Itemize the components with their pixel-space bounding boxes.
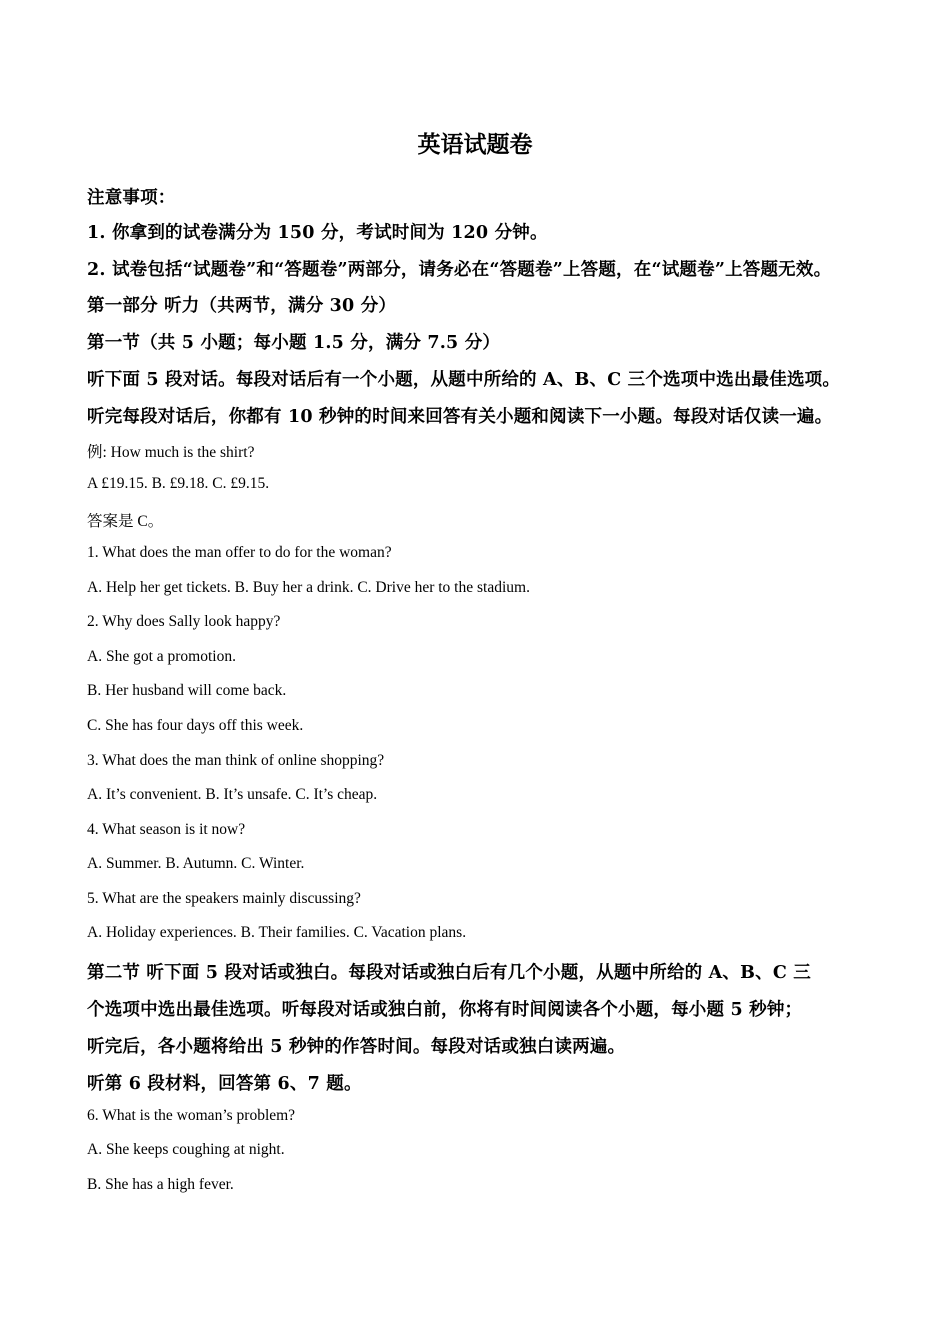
part1-heading: 第一部分 听力（共两节，满分 30 分）: [87, 296, 397, 316]
question-6: 6. What is the woman’s problem?: [87, 1107, 296, 1124]
example-question: 例: How much is the shirt?: [87, 444, 255, 461]
section2-instruction-2: 个选项中选出最佳选项。听每段对话或独白前，你将有时间阅读各个小题，每小题 5 秒钟；: [87, 1000, 803, 1020]
notice-heading: 注意事项：: [87, 188, 176, 208]
section1-heading: 第一节（共 5 小题；每小题 1.5 分，满分 7.5 分）: [87, 333, 501, 353]
question-1-options: A. Help her get tickets. B. Buy her a drink. C. Drive her to the stadium.: [87, 579, 530, 596]
question-5: 5. What are the speakers mainly discussing?: [87, 890, 361, 907]
question-4: 4. What season is it now?: [87, 821, 246, 838]
example-answer: 答案是 C。: [87, 513, 164, 530]
section2-instruction-1: 第二节 听下面 5 段对话或独白。每段对话或独白后有几个小题，从题中所给的 A、B、C 三: [87, 963, 811, 983]
material-6-heading: 听第 6 段材料，回答第 6、7 题。: [87, 1074, 362, 1094]
question-2: 2. Why does Sally look happy?: [87, 613, 281, 630]
question-6-option-b: B. She has a high fever.: [87, 1176, 234, 1193]
question-1: 1. What does the man offer to do for the woman?: [87, 544, 392, 561]
example-options: A £19.15. B. £9.18. C. £9.15.: [87, 475, 270, 492]
notice-item-1: 1. 你拿到的试卷满分为 150 分，考试时间为 120 分钟。: [87, 223, 548, 243]
question-2-option-a: A. She got a promotion.: [87, 648, 236, 665]
question-3: 3. What does the man think of online shopping?: [87, 752, 385, 769]
section2-instruction-3: 听完后，各小题将给出 5 秒钟的作答时间。每段对话或独白读两遍。: [87, 1037, 626, 1057]
question-3-options: A. It’s convenient. B. It’s unsafe. C. It’s cheap.: [87, 786, 378, 803]
question-2-option-c: C. She has four days off this week.: [87, 717, 304, 734]
question-2-option-b: B. Her husband will come back.: [87, 682, 287, 699]
page-title: 英语试题卷: [417, 131, 533, 158]
question-6-option-a: A. She keeps coughing at night.: [87, 1141, 285, 1158]
section1-instruction-1: 听下面 5 段对话。每段对话后有一个小题，从题中所给的 A、B、C 三个选项中选出最佳选项。: [87, 370, 841, 390]
section1-instruction-2: 听完每段对话后，你都有 10 秒钟的时间来回答有关小题和阅读下一小题。每段对话仅读一遍。: [87, 407, 833, 427]
question-4-options: A. Summer. B. Autumn. C. Winter.: [87, 855, 305, 872]
question-5-options: A. Holiday experiences. B. Their families. C. Vacation plans.: [87, 924, 467, 941]
notice-item-2: 2. 试卷包括“试题卷”和“答题卷”两部分，请务必在“答题卷”上答题，在“试题卷”上答题无效。: [87, 260, 832, 280]
